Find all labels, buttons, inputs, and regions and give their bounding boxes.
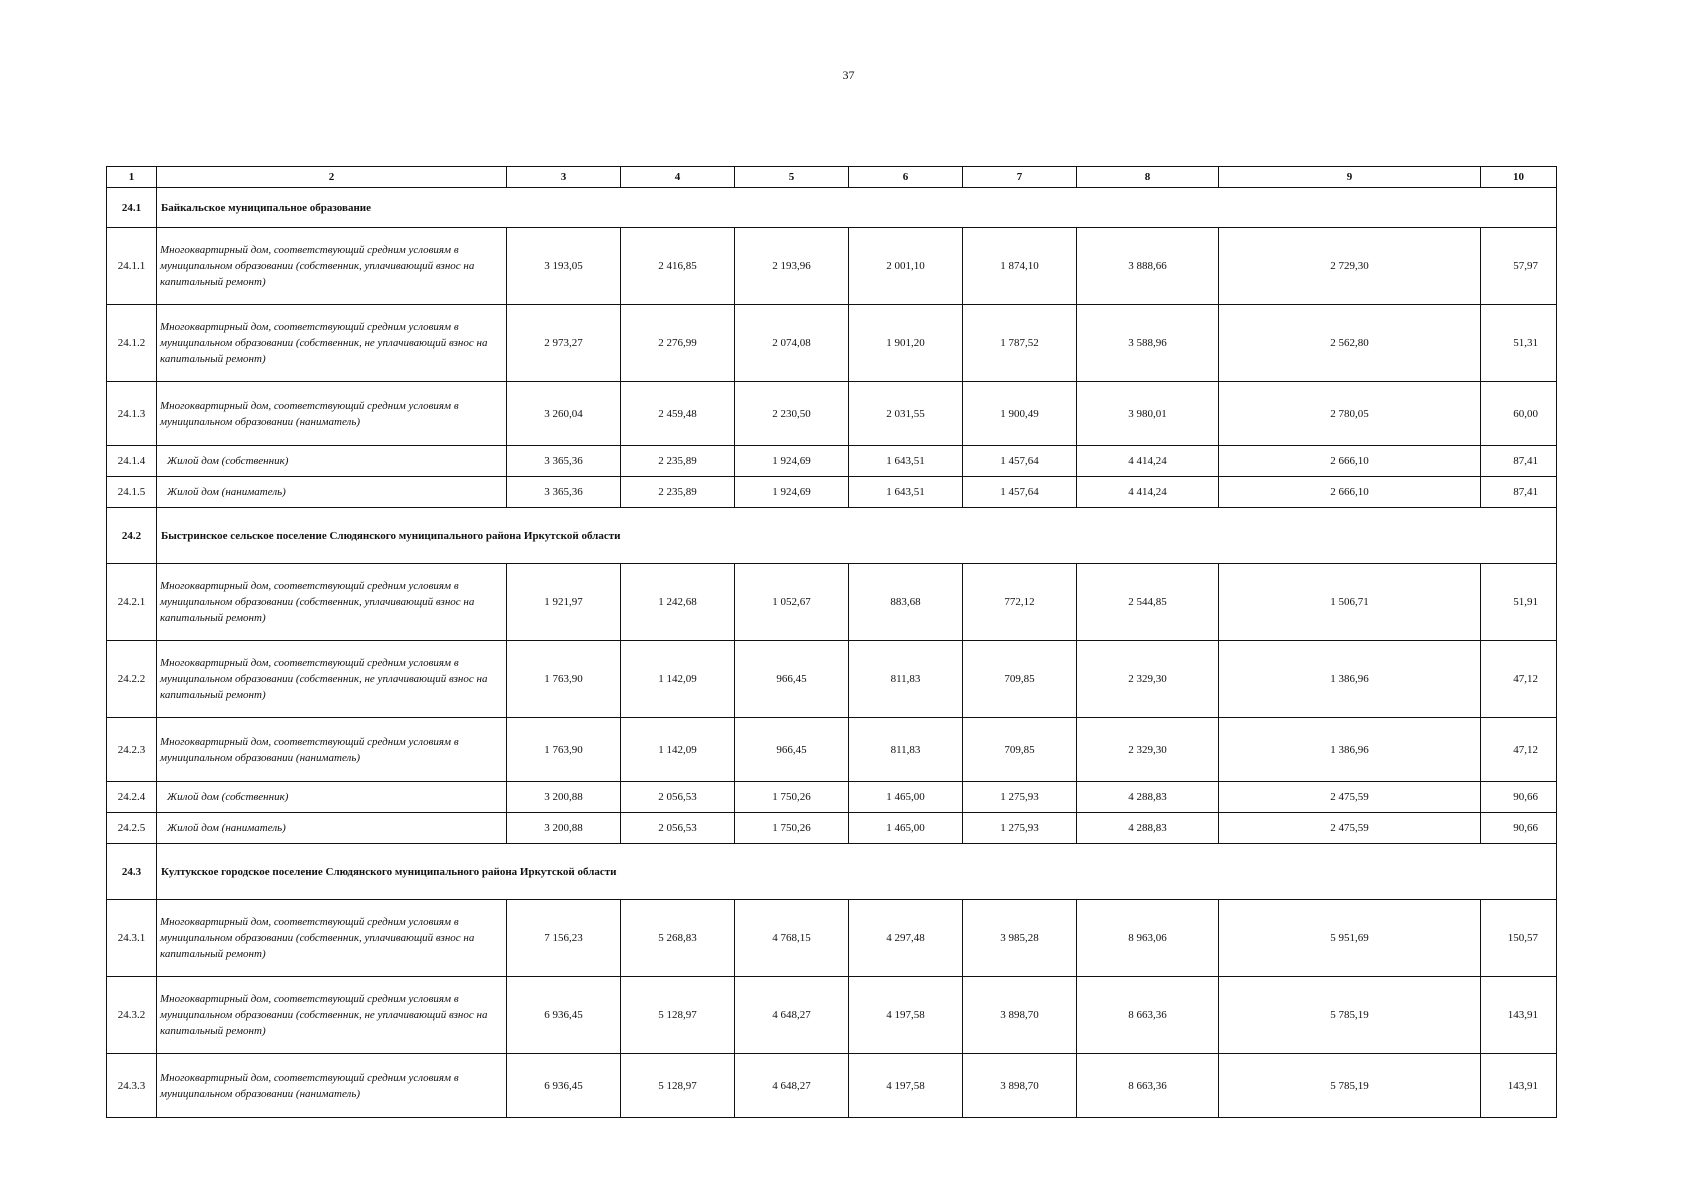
- table-row: [107, 718, 1557, 782]
- value-cell: 811,83: [849, 718, 963, 782]
- row-code: 24.2.2: [107, 641, 157, 718]
- value-cell: 5 268,83: [621, 900, 735, 977]
- column-header: 1: [107, 167, 157, 188]
- value-cell: 5 785,19: [1219, 977, 1481, 1054]
- value-cell: 150,57: [1481, 900, 1557, 977]
- row-description: Многоквартирный дом, соответствующий средним условиям в муниципальном образовании (наниматель): [157, 382, 507, 446]
- value-cell: 966,45: [735, 718, 849, 782]
- value-cell: 883,68: [849, 564, 963, 641]
- value-cell: 3 985,28: [963, 900, 1077, 977]
- value-cell: 8 963,06: [1077, 900, 1219, 977]
- value-cell: 2 031,55: [849, 382, 963, 446]
- value-cell: 2 416,85: [621, 228, 735, 305]
- value-cell: 2 230,50: [735, 382, 849, 446]
- value-cell: 4 288,83: [1077, 813, 1219, 844]
- value-cell: 51,31: [1481, 305, 1557, 382]
- column-header: 9: [1219, 167, 1481, 188]
- value-cell: 4 414,24: [1077, 477, 1219, 508]
- value-cell: 143,91: [1481, 1054, 1557, 1118]
- column-header: 10: [1481, 167, 1557, 188]
- value-cell: 1 763,90: [507, 641, 621, 718]
- value-cell: 4 297,48: [849, 900, 963, 977]
- value-cell: 51,91: [1481, 564, 1557, 641]
- value-cell: 2 459,48: [621, 382, 735, 446]
- value-cell: 2 001,10: [849, 228, 963, 305]
- value-cell: 2 544,85: [1077, 564, 1219, 641]
- value-cell: 3 260,04: [507, 382, 621, 446]
- value-cell: 5 128,97: [621, 1054, 735, 1118]
- section-title: Байкальское муниципальное образование: [157, 188, 1557, 228]
- value-cell: 4 197,58: [849, 1054, 963, 1118]
- value-cell: 3 980,01: [1077, 382, 1219, 446]
- value-cell: 2 666,10: [1219, 477, 1481, 508]
- value-cell: 1 386,96: [1219, 641, 1481, 718]
- value-cell: 966,45: [735, 641, 849, 718]
- column-header: 4: [621, 167, 735, 188]
- value-cell: 1 465,00: [849, 782, 963, 813]
- table-row: [107, 1054, 1557, 1118]
- value-cell: 3 200,88: [507, 813, 621, 844]
- row-description: Многоквартирный дом, соответствующий средним условиям в муниципальном образовании (собственник, уплачивающий взнос на капитальный ремонт): [157, 900, 507, 977]
- row-code: 24.1.2: [107, 305, 157, 382]
- value-cell: 4 414,24: [1077, 446, 1219, 477]
- value-cell: 7 156,23: [507, 900, 621, 977]
- value-cell: 5 128,97: [621, 977, 735, 1054]
- value-cell: 5 785,19: [1219, 1054, 1481, 1118]
- value-cell: 709,85: [963, 641, 1077, 718]
- value-cell: 90,66: [1481, 782, 1557, 813]
- value-cell: 8 663,36: [1077, 977, 1219, 1054]
- value-cell: 4 288,83: [1077, 782, 1219, 813]
- row-description: Жилой дом (собственник): [157, 446, 507, 477]
- value-cell: 47,12: [1481, 641, 1557, 718]
- value-cell: 3 898,70: [963, 977, 1077, 1054]
- value-cell: 1 924,69: [735, 446, 849, 477]
- value-cell: 2 729,30: [1219, 228, 1481, 305]
- section-row: [107, 188, 1557, 228]
- value-cell: 1 643,51: [849, 446, 963, 477]
- table-row: [107, 228, 1557, 305]
- table-row: [107, 564, 1557, 641]
- value-cell: 8 663,36: [1077, 1054, 1219, 1118]
- value-cell: 2 235,89: [621, 446, 735, 477]
- value-cell: 709,85: [963, 718, 1077, 782]
- value-cell: 1 386,96: [1219, 718, 1481, 782]
- value-cell: 1 901,20: [849, 305, 963, 382]
- value-cell: 47,12: [1481, 718, 1557, 782]
- row-description: Многоквартирный дом, соответствующий средним условиям в муниципальном образовании (собственник, не уплачивающий взнос на капитальный ремонт): [157, 305, 507, 382]
- column-header: 8: [1077, 167, 1219, 188]
- value-cell: 143,91: [1481, 977, 1557, 1054]
- value-cell: 1 275,93: [963, 813, 1077, 844]
- section-title: Култукское городское поселение Слюдянского муниципального района Иркутской области: [157, 844, 1557, 900]
- table-row: [107, 477, 1557, 508]
- value-cell: 6 936,45: [507, 1054, 621, 1118]
- value-cell: 6 936,45: [507, 977, 621, 1054]
- value-cell: 1 921,97: [507, 564, 621, 641]
- column-header: 6: [849, 167, 963, 188]
- table-row: [107, 782, 1557, 813]
- table-row: [107, 446, 1557, 477]
- table-row: [107, 641, 1557, 718]
- value-cell: 87,41: [1481, 477, 1557, 508]
- value-cell: 2 329,30: [1077, 718, 1219, 782]
- value-cell: 811,83: [849, 641, 963, 718]
- value-cell: 1 506,71: [1219, 564, 1481, 641]
- value-cell: 4 197,58: [849, 977, 963, 1054]
- value-cell: 2 475,59: [1219, 782, 1481, 813]
- section-code: 24.3: [107, 844, 157, 900]
- row-description: Жилой дом (собственник): [157, 782, 507, 813]
- section-code: 24.1: [107, 188, 157, 228]
- row-description: Жилой дом (наниматель): [157, 477, 507, 508]
- value-cell: 2 666,10: [1219, 446, 1481, 477]
- value-cell: 1 142,09: [621, 641, 735, 718]
- table-row: [107, 382, 1557, 446]
- row-description: Многоквартирный дом, соответствующий средним условиям в муниципальном образовании (собственник, уплачивающий взнос на капитальный ремонт): [157, 564, 507, 641]
- tariff-table: [106, 166, 1557, 1118]
- value-cell: 2 329,30: [1077, 641, 1219, 718]
- row-description: Жилой дом (наниматель): [157, 813, 507, 844]
- value-cell: 2 193,96: [735, 228, 849, 305]
- value-cell: 2 475,59: [1219, 813, 1481, 844]
- value-cell: 1 275,93: [963, 782, 1077, 813]
- row-code: 24.2.3: [107, 718, 157, 782]
- table-row: [107, 813, 1557, 844]
- value-cell: 3 365,36: [507, 446, 621, 477]
- row-description: Многоквартирный дом, соответствующий средним условиям в муниципальном образовании (наниматель): [157, 1054, 507, 1118]
- value-cell: 3 365,36: [507, 477, 621, 508]
- row-description: Многоквартирный дом, соответствующий средним условиям в муниципальном образовании (собственник, не уплачивающий взнос на капитальный ремонт): [157, 977, 507, 1054]
- header-row: [107, 167, 1557, 188]
- value-cell: 1 763,90: [507, 718, 621, 782]
- row-code: 24.3.1: [107, 900, 157, 977]
- value-cell: 1 874,10: [963, 228, 1077, 305]
- value-cell: 57,97: [1481, 228, 1557, 305]
- value-cell: 87,41: [1481, 446, 1557, 477]
- value-cell: 4 768,15: [735, 900, 849, 977]
- value-cell: 1 457,64: [963, 446, 1077, 477]
- value-cell: 1 242,68: [621, 564, 735, 641]
- section-code: 24.2: [107, 508, 157, 564]
- row-code: 24.2.1: [107, 564, 157, 641]
- value-cell: 2 056,53: [621, 813, 735, 844]
- value-cell: 3 588,96: [1077, 305, 1219, 382]
- section-row: [107, 844, 1557, 900]
- row-description: Многоквартирный дом, соответствующий средним условиям в муниципальном образовании (собственник, не уплачивающий взнос на капитальный ремонт): [157, 641, 507, 718]
- value-cell: 60,00: [1481, 382, 1557, 446]
- value-cell: 3 888,66: [1077, 228, 1219, 305]
- row-code: 24.2.5: [107, 813, 157, 844]
- row-code: 24.1.1: [107, 228, 157, 305]
- value-cell: 1 900,49: [963, 382, 1077, 446]
- value-cell: 1 924,69: [735, 477, 849, 508]
- value-cell: 3 200,88: [507, 782, 621, 813]
- value-cell: 2 780,05: [1219, 382, 1481, 446]
- page-number: 37: [842, 68, 855, 82]
- row-code: 24.1.4: [107, 446, 157, 477]
- value-cell: 2 074,08: [735, 305, 849, 382]
- value-cell: 1 142,09: [621, 718, 735, 782]
- value-cell: 3 193,05: [507, 228, 621, 305]
- value-cell: 5 951,69: [1219, 900, 1481, 977]
- value-cell: 2 235,89: [621, 477, 735, 508]
- column-header: 2: [157, 167, 507, 188]
- section-title: Быстринское сельское поселение Слюдянского муниципального района Иркутской области: [157, 508, 1557, 564]
- row-code: 24.3.2: [107, 977, 157, 1054]
- value-cell: 1 787,52: [963, 305, 1077, 382]
- value-cell: 1 052,67: [735, 564, 849, 641]
- column-header: 7: [963, 167, 1077, 188]
- value-cell: 2 056,53: [621, 782, 735, 813]
- value-cell: 1 750,26: [735, 813, 849, 844]
- row-code: 24.1.5: [107, 477, 157, 508]
- value-cell: 2 562,80: [1219, 305, 1481, 382]
- value-cell: 1 643,51: [849, 477, 963, 508]
- value-cell: 2 973,27: [507, 305, 621, 382]
- row-code: 24.2.4: [107, 782, 157, 813]
- column-header: 5: [735, 167, 849, 188]
- value-cell: 3 898,70: [963, 1054, 1077, 1118]
- value-cell: 90,66: [1481, 813, 1557, 844]
- column-header: 3: [507, 167, 621, 188]
- row-description: Многоквартирный дом, соответствующий средним условиям в муниципальном образовании (собственник, уплачивающий взнос на капитальный ремонт): [157, 228, 507, 305]
- table-row: [107, 977, 1557, 1054]
- value-cell: 4 648,27: [735, 977, 849, 1054]
- row-code: 24.1.3: [107, 382, 157, 446]
- value-cell: 2 276,99: [621, 305, 735, 382]
- row-code: 24.3.3: [107, 1054, 157, 1118]
- table-row: [107, 900, 1557, 977]
- value-cell: 772,12: [963, 564, 1077, 641]
- row-description: Многоквартирный дом, соответствующий средним условиям в муниципальном образовании (наниматель): [157, 718, 507, 782]
- value-cell: 1 750,26: [735, 782, 849, 813]
- value-cell: 1 457,64: [963, 477, 1077, 508]
- table-row: [107, 305, 1557, 382]
- value-cell: 4 648,27: [735, 1054, 849, 1118]
- value-cell: 1 465,00: [849, 813, 963, 844]
- section-row: [107, 508, 1557, 564]
